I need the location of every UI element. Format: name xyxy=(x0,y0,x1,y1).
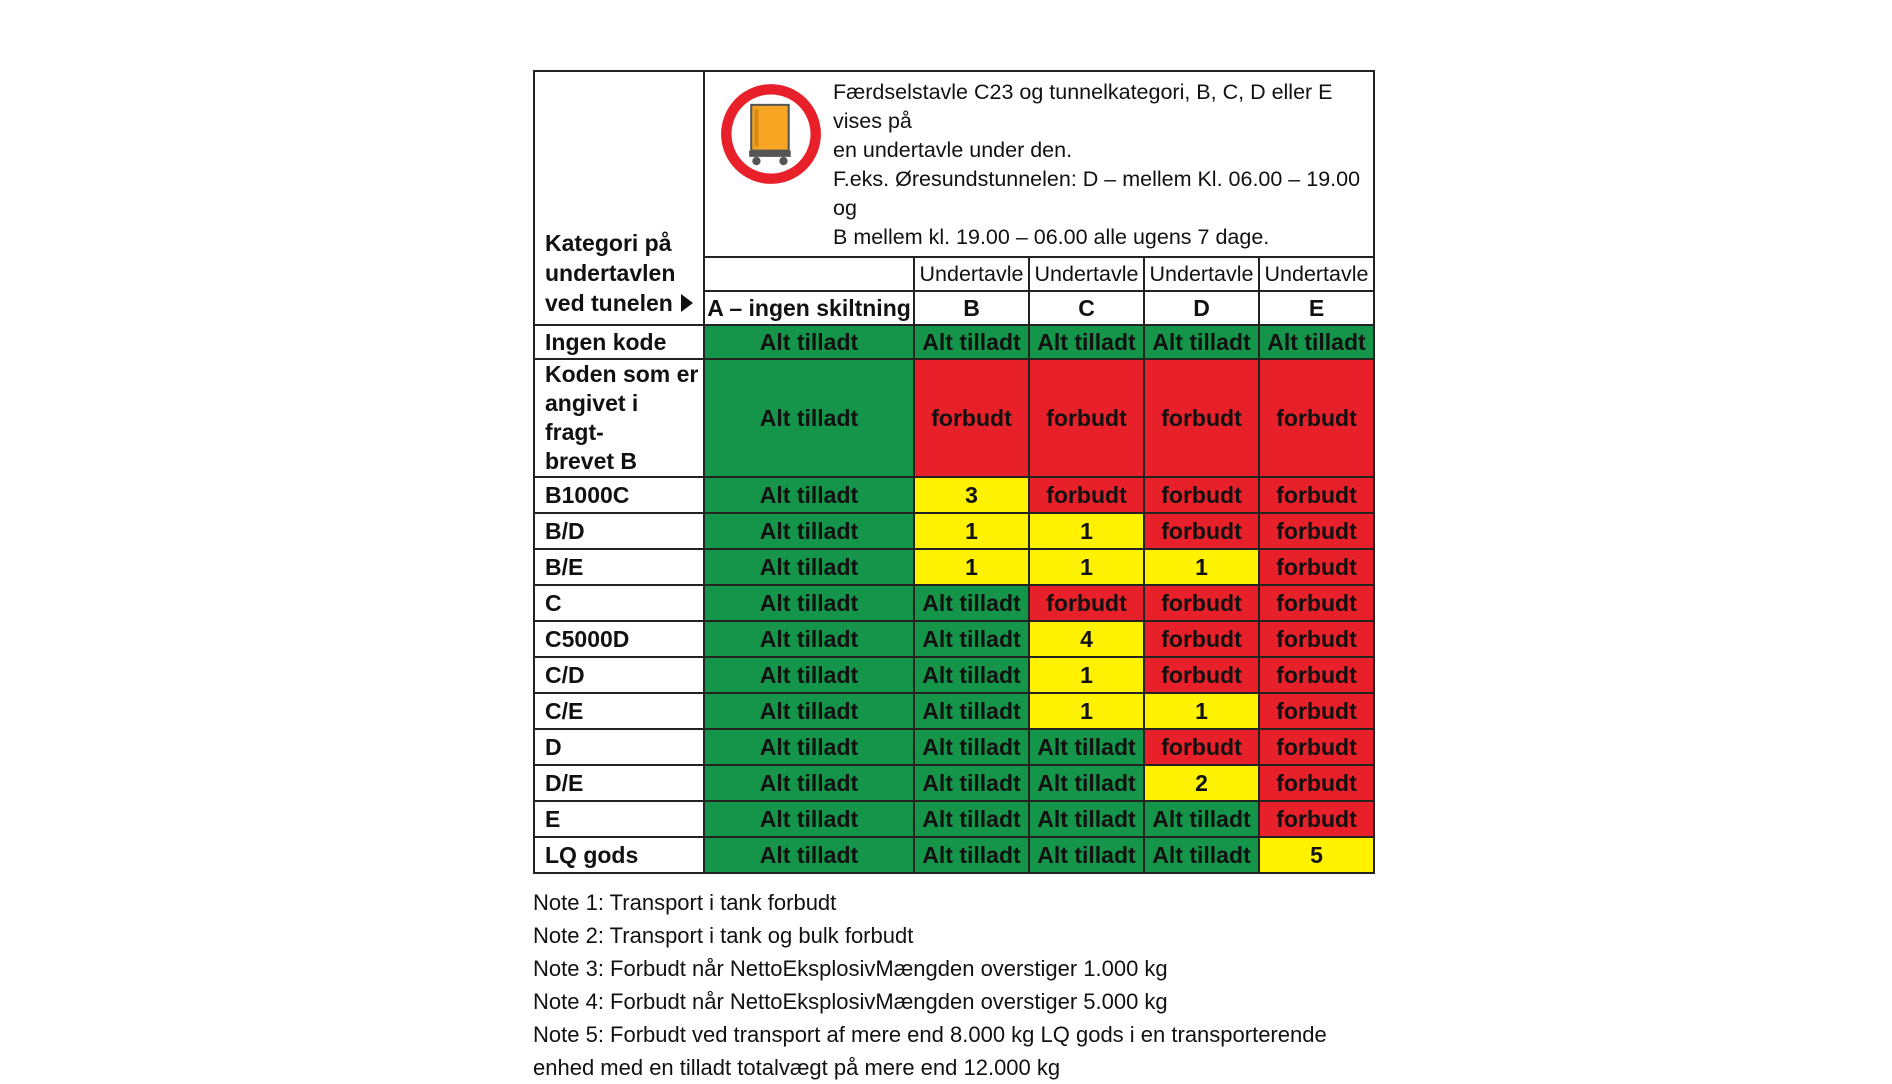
arrow-right-icon xyxy=(681,294,693,312)
column-header-b: B xyxy=(914,291,1029,325)
table-cell: forbudt xyxy=(1029,477,1144,513)
table-cell: forbudt xyxy=(1259,765,1374,801)
table-cell: forbudt xyxy=(1144,359,1259,477)
table-cell: Alt tilladt xyxy=(1144,325,1259,359)
table-cell: Alt tilladt xyxy=(1029,837,1144,873)
table-cell: 1 xyxy=(1144,693,1259,729)
corner-line-1: Kategori på xyxy=(545,230,672,256)
table-cell: 3 xyxy=(914,477,1029,513)
table-cell: Alt tilladt xyxy=(1144,837,1259,873)
table-cell: 1 xyxy=(914,549,1029,585)
table-cell: 1 xyxy=(1029,693,1144,729)
table-cell: forbudt xyxy=(914,359,1029,477)
row-label: Ingen kode xyxy=(534,325,704,359)
undertavle-label-c: Undertavle xyxy=(1029,257,1144,291)
table-cell: forbudt xyxy=(1259,801,1374,837)
table-cell: Alt tilladt xyxy=(914,621,1029,657)
table-cell: Alt tilladt xyxy=(914,325,1029,359)
table-row xyxy=(534,837,1374,873)
table-cell: forbudt xyxy=(1259,513,1374,549)
table-cell: Alt tilladt xyxy=(704,621,914,657)
table-cell: Alt tilladt xyxy=(704,765,914,801)
table-row xyxy=(534,729,1374,765)
row-label: B1000C xyxy=(534,477,704,513)
row-label: B/E xyxy=(534,549,704,585)
table-cell: 1 xyxy=(1144,549,1259,585)
table-cell: forbudt xyxy=(1144,621,1259,657)
table-row xyxy=(534,801,1374,837)
table-cell: forbudt xyxy=(1144,657,1259,693)
table-row xyxy=(534,585,1374,621)
table-cell: forbudt xyxy=(1144,513,1259,549)
table-cell: Alt tilladt xyxy=(914,837,1029,873)
row-label: LQ gods xyxy=(534,837,704,873)
table-cell: Alt tilladt xyxy=(704,477,914,513)
table-cell: Alt tilladt xyxy=(914,801,1029,837)
table-cell: Alt tilladt xyxy=(704,693,914,729)
table-cell: 1 xyxy=(1029,513,1144,549)
description-line-4: B mellem kl. 19.00 – 06.00 alle ugens 7 dage. xyxy=(833,225,1270,249)
no-dangerous-goods-sign-icon xyxy=(719,82,823,186)
description-line-1: Færdselstavle C23 og tunnelkategori, B, C, D eller E vises på xyxy=(833,80,1333,133)
blank-header-cell xyxy=(704,257,914,291)
table-row xyxy=(534,765,1374,801)
row-label: C/D xyxy=(534,657,704,693)
table-cell: forbudt xyxy=(1144,729,1259,765)
table-row xyxy=(534,359,1374,477)
description-line-2: en undertavle under den. xyxy=(833,138,1073,162)
note-2: Note 2: Transport i tank og bulk forbudt xyxy=(533,923,914,948)
table-cell: Alt tilladt xyxy=(1029,729,1144,765)
table-cell: Alt tilladt xyxy=(704,837,914,873)
table-cell: forbudt xyxy=(1259,477,1374,513)
table-cell: forbudt xyxy=(1259,585,1374,621)
row-label: D xyxy=(534,729,704,765)
corner-line-2: undertavlen xyxy=(545,260,676,286)
row-label xyxy=(534,359,704,477)
note-5-continued: enhed med en tilladt totalvægt på mere end 12.000 kg xyxy=(533,1055,1061,1080)
table-cell: 1 xyxy=(1029,549,1144,585)
table-cell: Alt tilladt xyxy=(704,359,914,477)
tunnel-category-table xyxy=(533,70,1375,874)
table-cell: forbudt xyxy=(1144,585,1259,621)
description-line-3: F.eks. Øresundstunnelen: D – mellem Kl. 06.00 – 19.00 og xyxy=(833,167,1361,220)
table-row xyxy=(534,693,1374,729)
note-5: Note 5: Forbudt ved transport af mere end 8.000 kg LQ gods i en transporterende xyxy=(533,1022,1327,1047)
table-cell: 4 xyxy=(1029,621,1144,657)
column-header-a: A – ingen skiltning xyxy=(704,291,914,325)
note-4: Note 4: Forbudt når NettoEksplosivMængden overstiger 5.000 kg xyxy=(533,989,1168,1014)
table-cell: Alt tilladt xyxy=(704,513,914,549)
notes-section xyxy=(533,886,1373,1084)
row-label: E xyxy=(534,801,704,837)
table-cell: 2 xyxy=(1144,765,1259,801)
corner-header xyxy=(534,71,704,325)
table-row xyxy=(534,477,1374,513)
note-1: Note 1: Transport i tank forbudt xyxy=(533,890,837,915)
table-cell: forbudt xyxy=(1144,477,1259,513)
table-cell: Alt tilladt xyxy=(1259,325,1374,359)
undertavle-label-d: Undertavle xyxy=(1144,257,1259,291)
table-cell: Alt tilladt xyxy=(704,729,914,765)
row-label: C5000D xyxy=(534,621,704,657)
column-header-d: D xyxy=(1144,291,1259,325)
table-cell: Alt tilladt xyxy=(914,729,1029,765)
table-cell: forbudt xyxy=(1259,729,1374,765)
table-cell: forbudt xyxy=(1259,549,1374,585)
table-cell: forbudt xyxy=(1259,657,1374,693)
row-label: C/E xyxy=(534,693,704,729)
undertavle-label-e: Undertavle xyxy=(1259,257,1374,291)
row-label: C xyxy=(534,585,704,621)
row-label-line: Koden som er xyxy=(545,361,699,387)
column-header-e: E xyxy=(1259,291,1374,325)
table-cell: forbudt xyxy=(1259,621,1374,657)
table-cell: Alt tilladt xyxy=(914,657,1029,693)
table-cell: Alt tilladt xyxy=(704,325,914,359)
table-cell: 1 xyxy=(914,513,1029,549)
table-cell: Alt tilladt xyxy=(1029,325,1144,359)
table-row xyxy=(534,657,1374,693)
table-cell: 5 xyxy=(1259,837,1374,873)
table-row xyxy=(534,325,1374,359)
table-cell: Alt tilladt xyxy=(704,549,914,585)
table-cell: forbudt xyxy=(1259,693,1374,729)
table-row xyxy=(534,549,1374,585)
table-cell: Alt tilladt xyxy=(1144,801,1259,837)
table-cell: Alt tilladt xyxy=(1029,801,1144,837)
row-label: B/D xyxy=(534,513,704,549)
row-label-line: brevet B xyxy=(545,448,638,474)
row-label-line: angivet i fragt- xyxy=(545,390,639,445)
table-cell: Alt tilladt xyxy=(914,693,1029,729)
sign-description-cell xyxy=(704,71,1374,257)
table-cell: Alt tilladt xyxy=(914,585,1029,621)
table-cell: Alt tilladt xyxy=(704,657,914,693)
table-cell: Alt tilladt xyxy=(1029,765,1144,801)
table-cell: forbudt xyxy=(1259,359,1374,477)
table-cell: 1 xyxy=(1029,657,1144,693)
column-header-c: C xyxy=(1029,291,1144,325)
row-label: D/E xyxy=(534,765,704,801)
undertavle-label-b: Undertavle xyxy=(914,257,1029,291)
table-cell: forbudt xyxy=(1029,359,1144,477)
table-cell: Alt tilladt xyxy=(704,585,914,621)
table-cell: forbudt xyxy=(1029,585,1144,621)
tunnel-category-document xyxy=(533,70,1373,1084)
table-row xyxy=(534,513,1374,549)
table-row xyxy=(534,621,1374,657)
corner-line-3: ved tunelen xyxy=(545,290,673,316)
table-cell: Alt tilladt xyxy=(914,765,1029,801)
table-cell: Alt tilladt xyxy=(704,801,914,837)
note-3: Note 3: Forbudt når NettoEksplosivMængden overstiger 1.000 kg xyxy=(533,956,1168,981)
